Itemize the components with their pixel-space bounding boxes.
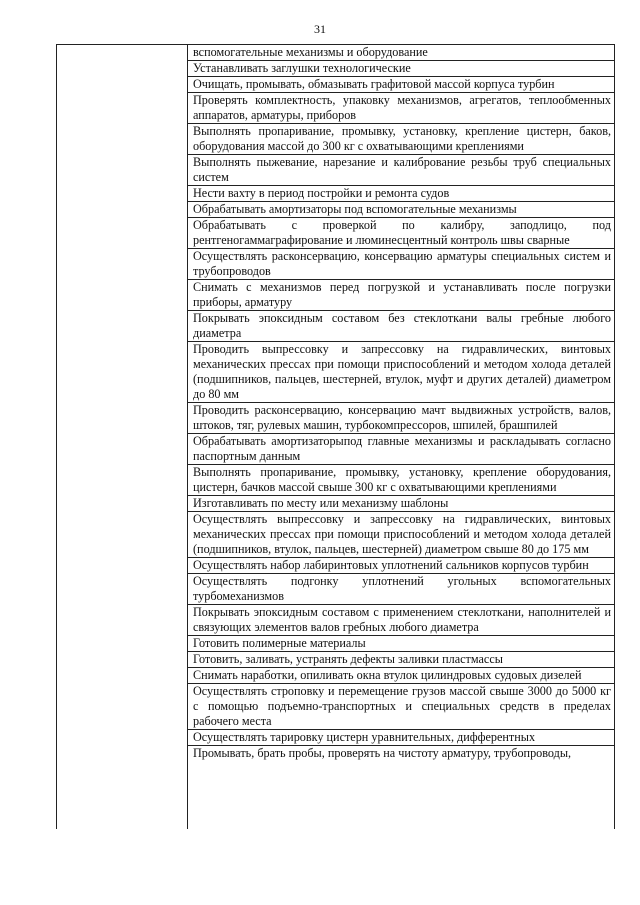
table-row: Готовить полимерные материалы (187, 636, 614, 652)
table-row: Проводить выпрессовку и запрессовку на гидравлических, винтовых механических прессах при помощи приспособлений и методом холода деталей (подшипников, пальцев, шестерней, втулок, муфт и других деталей) диаметром до 80 мм (187, 342, 614, 403)
table-row: Устанавливать заглушки технологические (187, 61, 614, 77)
table-left-column (56, 45, 188, 829)
table-row: Осуществлять выпрессовку и запрессовку на гидравлических, винтовых механических прессах при помощи приспособлений и методом холода деталей (подшипников, втулок, пальцев, шестерней) диаметром свыше 80 до 175 мм (187, 512, 614, 558)
table-row: Обрабатывать с проверкой по калибру, заподлицо, под рентгеногаммаграфирование и люминесцентный контроль швы сварные (187, 218, 614, 249)
table-row: Снимать наработки, опиливать окна втулок цилиндровых судовых дизелей (187, 668, 614, 684)
table-row: Осуществлять расконсервацию, консервацию арматуры специальных систем и трубопроводов (187, 249, 614, 280)
table-row: Промывать, брать пробы, проверять на чистоту арматуру, трубопроводы, (193, 746, 572, 760)
table-row: Проверять комплектность, упаковку механизмов, агрегатов, теплообменных аппаратов, арматуры, приборов (187, 93, 614, 124)
table-row: Изготавливать по месту или механизму шаблоны (187, 496, 614, 512)
table-row: Выполнять пыжевание, нарезание и калибрование резьбы труб специальных систем (187, 155, 614, 186)
duties-table (56, 44, 615, 829)
table-row: Очищать, промывать, обмазывать графитовой массой корпуса турбин (187, 77, 614, 93)
table-row: Осуществлять тарировку цистерн уравнительных, дифферентных (187, 730, 614, 746)
table-row: Покрывать эпоксидным составом без стеклоткани валы гребные любого диаметра (187, 311, 614, 342)
table-rows (187, 45, 615, 829)
table-row: Обрабатывать амортизаторы под вспомогательные механизмы (187, 202, 614, 218)
table-row: вспомогательные механизмы и оборудование (187, 45, 614, 61)
table-row: Нести вахту в период постройки и ремонта судов (187, 186, 614, 202)
table-row: Обрабатывать амортизаторыпод главные механизмы и раскладывать согласно паспортным данным (187, 434, 614, 465)
page-number: 31 (314, 22, 326, 36)
table-row: Готовить, заливать, устранять дефекты заливки пластмассы (187, 652, 614, 668)
table-row: Выполнять пропаривание, промывку, установку, крепление оборудования, цистерн, бачков массой свыше 300 кг с охватывающими креплениями (187, 465, 614, 496)
table-row: Покрывать эпоксидным составом с применением стеклоткани, наполнителей и связующих элементов валов гребных любого диаметра (187, 605, 614, 636)
table-row: Осуществлять строповку и перемещение грузов массой свыше 3000 до 5000 кг с помощью подъемно-транспортных и специальных средств в пределах рабочего места (187, 684, 614, 730)
table-row: Выполнять пропаривание, промывку, установку, крепление цистерн, баков, оборудования массой до 300 кг с охватывающими креплениями (187, 124, 614, 155)
table-row: Осуществлять подгонку уплотнений угольных вспомогательных турбомеханизмов (187, 574, 614, 605)
table-row: Осуществлять набор лабиринтовых уплотнений сальников корпусов турбин (187, 558, 614, 574)
table-row: Проводить расконсервацию, консервацию мачт выдвижных устройств, валов, штоков, тяг, рулевых машин, турбокомпрессоров, шпилей, брашпилей (187, 403, 614, 434)
table-row: Снимать с механизмов перед погрузкой и устанавливать после погрузки приборы, арматуру (187, 280, 614, 311)
